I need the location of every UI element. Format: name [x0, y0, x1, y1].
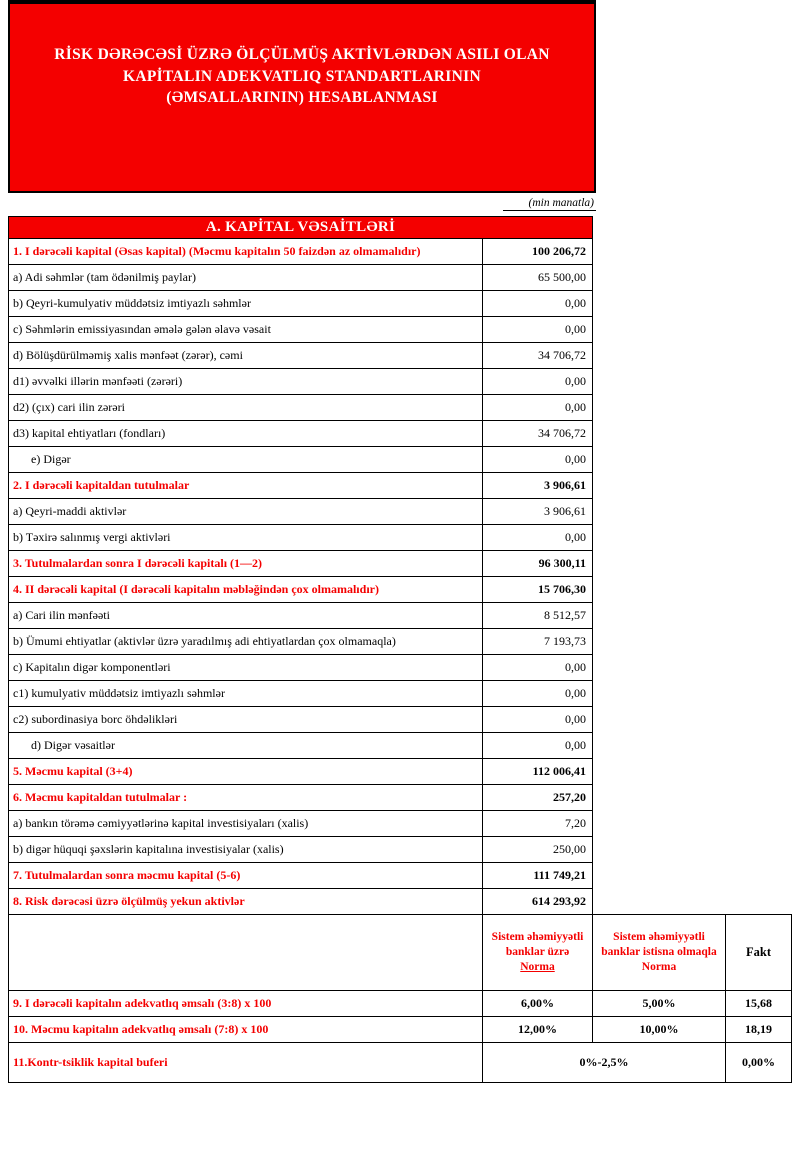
row-label: a) bankın törəmə cəmiyyətlərinə kapital investisiyaları (xalis)	[9, 811, 483, 837]
table-row	[9, 473, 792, 499]
table-row	[9, 733, 792, 759]
row-value: 7 193,73	[483, 629, 593, 655]
row-value: 65 500,00	[483, 265, 593, 291]
row-value: 250,00	[483, 837, 593, 863]
row-label: 4. II dərəcəli kapital (I dərəcəli kapitalın məbləğindən çox olmamalıdır)	[9, 577, 483, 603]
row-value: 257,20	[483, 785, 593, 811]
norms-row	[9, 991, 792, 1017]
row-label: d3) kapital ehtiyatları (fondları)	[9, 421, 483, 447]
row-value: 0,00	[483, 525, 593, 551]
row-label: 2. I dərəcəli kapitaldan tutulmalar	[9, 473, 483, 499]
row-label: c) Kapitalın digər komponentləri	[9, 655, 483, 681]
norms-row	[9, 1017, 792, 1043]
row-value: 0,00	[483, 317, 593, 343]
fakt-header: Fakt	[726, 915, 792, 991]
row-value: 112 006,41	[483, 759, 593, 785]
capital-adequacy-table	[8, 216, 792, 1083]
norm-value: 0%-2,5%	[483, 1043, 726, 1083]
row-label: 8. Risk dərəcəsi üzrə ölçülmüş yekun aktivlər	[9, 889, 483, 915]
row-value: 0,00	[483, 395, 593, 421]
norms-header-row	[9, 915, 792, 991]
table-row	[9, 239, 792, 265]
row-label: a) Qeyri-maddi aktivlər	[9, 499, 483, 525]
norm-value: 10,00%	[593, 1017, 726, 1043]
table-row	[9, 889, 792, 915]
table-row	[9, 577, 792, 603]
row-value: 0,00	[483, 707, 593, 733]
unit-note-text: (min manatla)	[503, 197, 596, 211]
report-title-banner	[8, 0, 596, 193]
norms-body	[9, 915, 792, 1083]
row-value: 111 749,21	[483, 863, 593, 889]
row-value: 100 206,72	[483, 239, 593, 265]
row-value: 3 906,61	[483, 473, 593, 499]
row-label: d) Bölüşdürülməmiş xalis mənfəət (zərər), cəmi	[9, 343, 483, 369]
norm-value: 5,00%	[593, 991, 726, 1017]
row-value: 0,00	[483, 291, 593, 317]
row-label: 1. I dərəcəli kapital (Əsas kapital) (Məcmu kapitalın 50 faizdən az olmamalıdır)	[9, 239, 483, 265]
row-label: b) Təxirə salınmış vergi aktivləri	[9, 525, 483, 551]
row-value: 34 706,72	[483, 421, 593, 447]
row-value: 0,00	[483, 655, 593, 681]
row-value: 614 293,92	[483, 889, 593, 915]
row-value: 8 512,57	[483, 603, 593, 629]
row-label: 6. Məcmu kapitaldan tutulmalar :	[9, 785, 483, 811]
row-label: a) Cari ilin mənfəəti	[9, 603, 483, 629]
table-row	[9, 707, 792, 733]
row-label: b) digər hüquqi şəxslərin kapitalına investisiyalar (xalis)	[9, 837, 483, 863]
table-row	[9, 317, 792, 343]
row-label: 9. I dərəcəli kapitalın adekvatlıq əmsalı (3:8) x 100	[9, 991, 483, 1017]
row-value: 34 706,72	[483, 343, 593, 369]
table-row	[9, 395, 792, 421]
table-row	[9, 837, 792, 863]
unit-note	[8, 197, 596, 211]
table-row	[9, 291, 792, 317]
row-label: 10. Məcmu kapitalın adekvatlıq əmsalı (7:8) x 100	[9, 1017, 483, 1043]
table-row	[9, 369, 792, 395]
row-label: d2) (çıx) cari ilin zərəri	[9, 395, 483, 421]
row-label: 11.Kontr-tsiklik kapital buferi	[9, 1043, 483, 1083]
row-value: 0,00	[483, 733, 593, 759]
table-row	[9, 629, 792, 655]
table-row	[9, 681, 792, 707]
row-label: b) Ümumi ehtiyatlar (aktivlər üzrə yaradılmış adi ehtiyatlardan çox olmamaqla)	[9, 629, 483, 655]
norm-value: 18,19	[726, 1017, 792, 1043]
row-value: 3 906,61	[483, 499, 593, 525]
row-label: c) Səhmlərin emissiyasından əmələ gələn əlavə vəsait	[9, 317, 483, 343]
row-label: b) Qeyri-kumulyativ müddətsiz imtiyazlı səhmlər	[9, 291, 483, 317]
row-value: 15 706,30	[483, 577, 593, 603]
row-label: 7. Tutulmalardan sonra məcmu kapital (5-6)	[9, 863, 483, 889]
row-label: c1) kumulyativ müddətsiz imtiyazlı səhmlər	[9, 681, 483, 707]
section-a-header-row	[9, 217, 792, 239]
report-title-line-3: (ƏMSALLARININ) HESABLANMASI	[166, 89, 438, 107]
table-row	[9, 499, 792, 525]
table-row	[9, 343, 792, 369]
table-row	[9, 447, 792, 473]
row-label: a) Adi səhmlər (tam ödənilmiş paylar)	[9, 265, 483, 291]
norms-exc-header: Sistem əhəmiyyətli banklar istisna olmaqla Norma	[593, 915, 726, 991]
norms-row	[9, 1043, 792, 1083]
norms-sys-header	[483, 915, 593, 991]
norm-value: 15,68	[726, 991, 792, 1017]
row-label: 3. Tutulmalardan sonra I dərəcəli kapitalı (1—2)	[9, 551, 483, 577]
row-label: d) Digər vəsaitlər	[9, 733, 483, 759]
norms-empty-cell	[9, 915, 483, 991]
norms-sys-header-norma: Norma	[520, 961, 555, 973]
section-a-header: A. KAPİTAL VƏSAİTLƏRİ	[9, 217, 593, 239]
norm-value: 12,00%	[483, 1017, 593, 1043]
table-row	[9, 785, 792, 811]
table-row	[9, 525, 792, 551]
table-row	[9, 811, 792, 837]
report-title-line-2: KAPİTALIN ADEKVATLIQ STANDARTLARININ	[123, 67, 481, 85]
norm-value: 6,00%	[483, 991, 593, 1017]
report-title-line-1: RİSK DƏRƏCƏSİ ÜZRƏ ÖLÇÜLMÜŞ AKTİVLƏRDƏN ASILI OLAN	[54, 46, 550, 64]
table-row	[9, 265, 792, 291]
table-row	[9, 759, 792, 785]
row-value: 0,00	[483, 369, 593, 395]
row-value: 0,00	[483, 447, 593, 473]
row-label: d1) əvvəlki illərin mənfəəti (zərəri)	[9, 369, 483, 395]
row-value: 0,00	[483, 681, 593, 707]
norm-value: 0,00%	[726, 1043, 792, 1083]
row-value: 96 300,11	[483, 551, 593, 577]
row-label: 5. Məcmu kapital (3+4)	[9, 759, 483, 785]
norms-sys-header-main: Sistem əhəmiyyətli banklar üzrə	[491, 931, 584, 958]
table-row	[9, 551, 792, 577]
section-a-body	[9, 217, 792, 915]
row-label: e) Digər	[9, 447, 483, 473]
table-row	[9, 603, 792, 629]
row-value: 7,20	[483, 811, 593, 837]
table-row	[9, 863, 792, 889]
row-label: c2) subordinasiya borc öhdəlikləri	[9, 707, 483, 733]
table-row	[9, 421, 792, 447]
table-row	[9, 655, 792, 681]
